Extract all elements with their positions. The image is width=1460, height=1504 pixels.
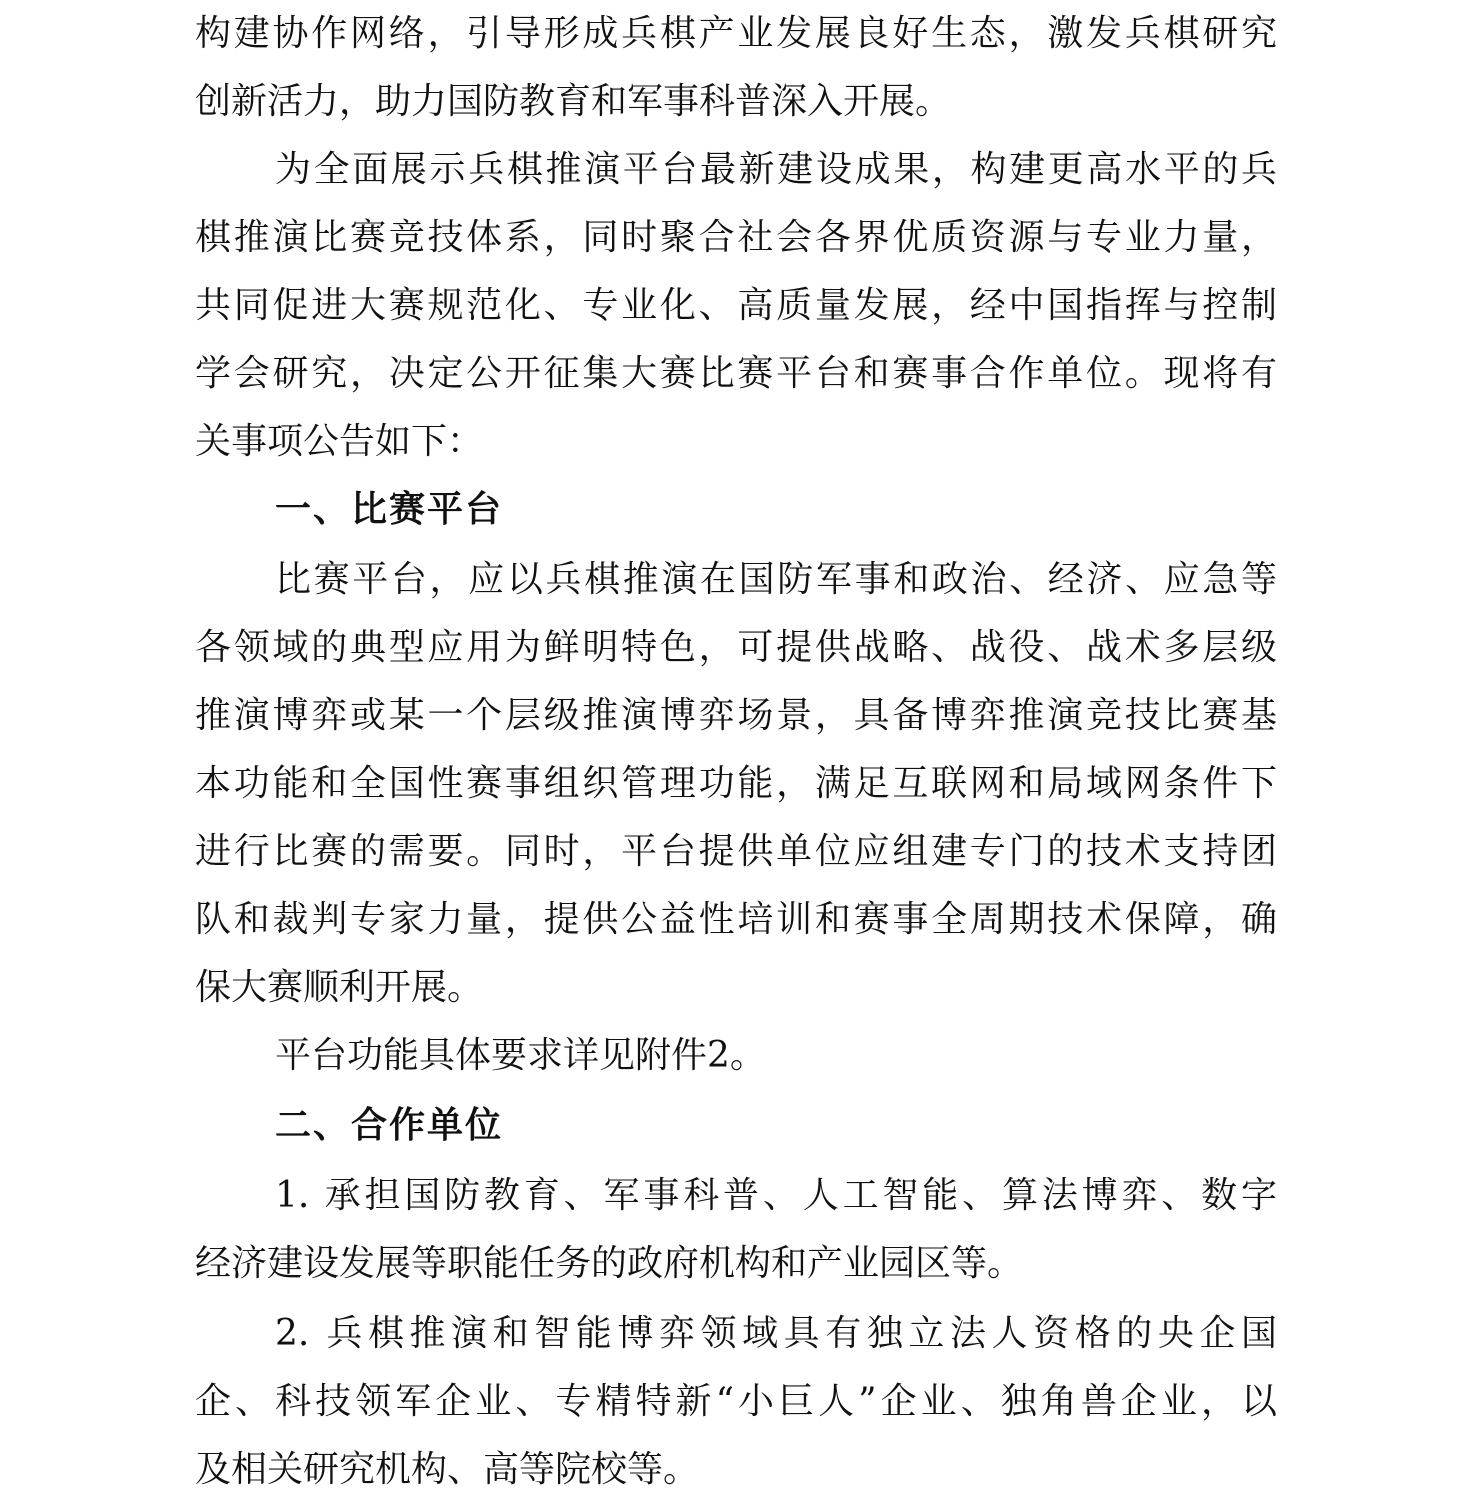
paragraph-line: 比赛平台，应以兵棋推演在国防军事和政治、经济、应急等 bbox=[275, 559, 1277, 600]
list-item-line: 及相关研究机构、高等院校等。 bbox=[195, 1449, 700, 1490]
paragraph-line: 关事项公告如下： bbox=[195, 421, 484, 462]
paragraph-line: 推演博弈或某一个层级推演博弈场景，具备博弈推演竞技比赛基 bbox=[195, 695, 1277, 736]
list-item-line: 经济建设发展等职能任务的政府机构和产业园区等。 bbox=[195, 1243, 1024, 1284]
paragraph-line: 创新活力，助力国防教育和军事科普深入开展。 bbox=[195, 81, 952, 122]
section-heading-partner-units: 二、合作单位 bbox=[275, 1105, 504, 1146]
paragraph-line: 学会研究，决定公开征集大赛比赛平台和赛事合作单位。现将有 bbox=[195, 353, 1277, 394]
list-item-line: 2. 兵棋推演和智能博弈领域具有独立法人资格的央企国 bbox=[275, 1313, 1277, 1354]
paragraph-line: 平台功能具体要求详见附件2。 bbox=[275, 1035, 766, 1076]
paragraph-line: 队和裁判专家力量，提供公益性培训和赛事全周期技术保障，确 bbox=[195, 899, 1277, 940]
section-heading-competition-platform: 一、比赛平台 bbox=[275, 489, 504, 530]
paragraph-line: 共同促进大赛规范化、专业化、高质量发展，经中国指挥与控制 bbox=[195, 285, 1277, 326]
paragraph-line: 棋推演比赛竞技体系，同时聚合社会各界优质资源与专业力量， bbox=[195, 217, 1277, 258]
list-item-line: 1. 承担国防教育、军事科普、人工智能、算法博弈、数字 bbox=[275, 1175, 1277, 1216]
paragraph-line: 为全面展示兵棋推演平台最新建设成果，构建更高水平的兵 bbox=[275, 149, 1277, 190]
paragraph-line: 本功能和全国性赛事组织管理功能，满足互联网和局域网条件下 bbox=[195, 763, 1277, 804]
paragraph-line: 各领域的典型应用为鲜明特色，可提供战略、战役、战术多层级 bbox=[195, 627, 1277, 668]
list-item-line: 企、科技领军企业、专精特新“小巨人”企业、独角兽企业，以 bbox=[195, 1381, 1277, 1422]
paragraph-line: 构建协作网络，引导形成兵棋产业发展良好生态，激发兵棋研究 bbox=[195, 13, 1277, 54]
paragraph-line: 进行比赛的需要。同时，平台提供单位应组建专门的技术支持团 bbox=[195, 831, 1277, 872]
paragraph-line: 保大赛顺利开展。 bbox=[195, 967, 484, 1008]
